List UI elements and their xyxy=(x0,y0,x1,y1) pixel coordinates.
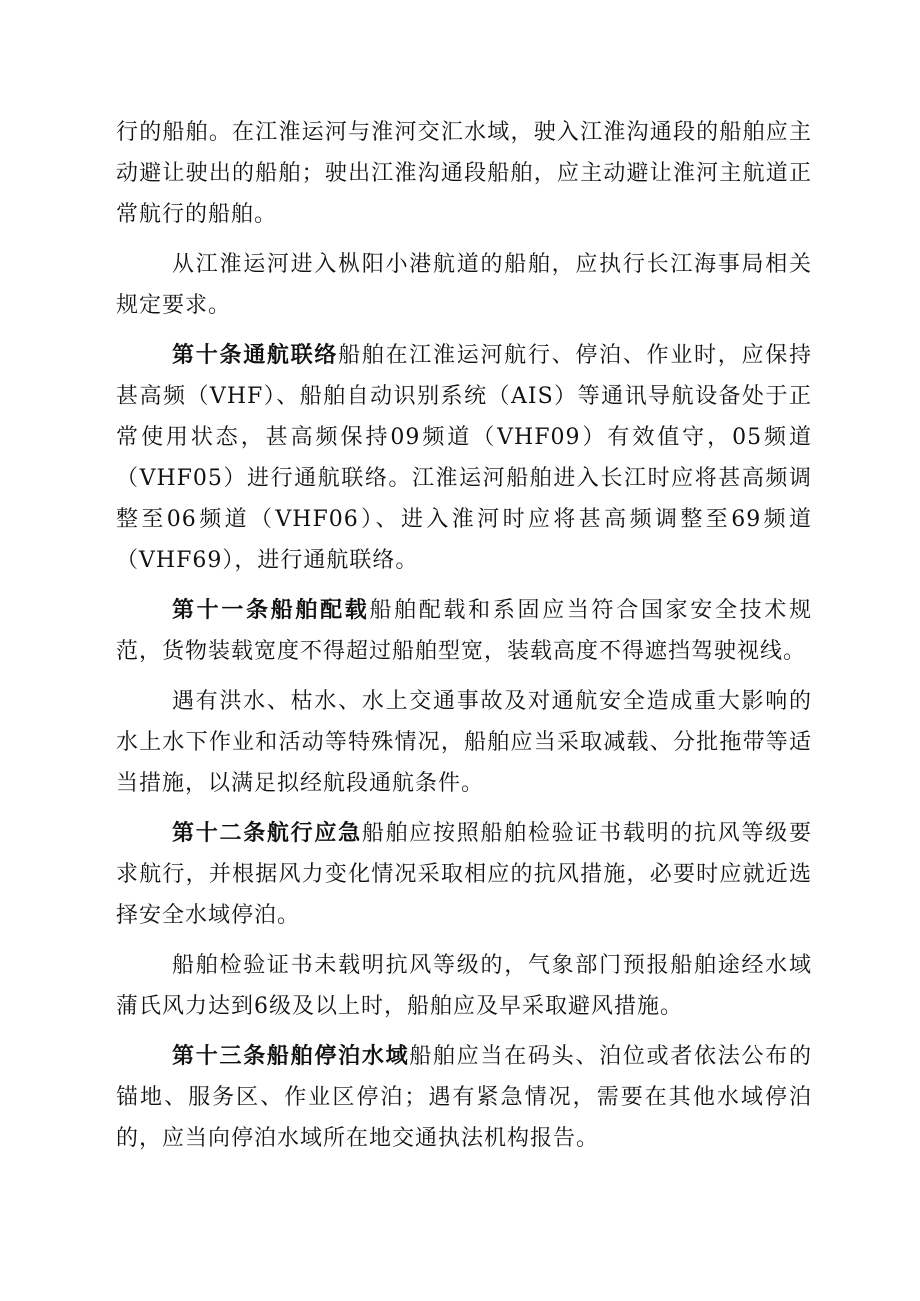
paragraph-body: 船舶应按照船舶检验证书载明的抗风等级要求航行，并根据风力变化情况采取相应的抗风措施，必要时应就近选择安全水域停泊。 xyxy=(116,821,812,928)
paragraph-body: 船舶检验证书未载明抗风等级的，气象部门预报船舶途经水域蒲氏风力达到6级及以上时，船舶应及早采取避风措施。 xyxy=(116,953,812,1019)
paragraph-body: 行的船舶。在江淮运河与淮河交汇水域，驶入江淮沟通段的船舶应主动避让驶出的船舶；驶出江淮沟通段船舶，应主动避让淮河主航道正常航行的船舶。 xyxy=(116,120,812,227)
paragraph-continuation xyxy=(116,112,812,235)
paragraph-body: 船舶应当在码头、泊位或者依法公布的锚地、服务区、作业区停泊；遇有紧急情况，需要在其他水域停泊的，应当向停泊水域所在地交通执法机构报告。 xyxy=(116,1044,812,1151)
paragraph-body: 船舶配载和系固应当符合国家安全技术规范，货物装载宽度不得超过船舶型宽，装载高度不得遮挡驾驶视线。 xyxy=(116,598,812,664)
paragraph-body: 船舶在江淮运河航行、停泊、作业时，应保持甚高频（VHF）、船舶自动识别系统（AIS）等通讯导航设备处于正常使用状态，甚高频保持09频道（VHF09）有效值守，05频道（VHF05）进行通航联络。江淮运河船舶进入长江时应将甚高频调整至06频道（VHF06）、进入淮河时应将甚高频调整至69频道（VHF69），进行通航联络。 xyxy=(116,343,812,573)
article-12 xyxy=(116,813,812,936)
article-heading: 第十三条船舶停泊水域 xyxy=(172,1043,410,1069)
article-heading: 第十条通航联络 xyxy=(172,342,339,368)
document-page xyxy=(116,112,812,1168)
article-12-clause xyxy=(116,945,812,1027)
article-10 xyxy=(116,335,812,581)
article-11 xyxy=(116,590,812,672)
paragraph-body: 遇有洪水、枯水、水上交通事故及对通航安全造成重大影响的水上水下作业和活动等特殊情况，船舶应当采取减载、分批拖带等适当措施，以满足拟经航段通航条件。 xyxy=(116,689,812,796)
article-13 xyxy=(116,1036,812,1159)
paragraph-body: 从江淮运河进入枞阳小港航道的船舶，应执行长江海事局相关规定要求。 xyxy=(116,252,812,318)
paragraph-channel-rule xyxy=(116,244,812,326)
article-heading: 第十二条航行应急 xyxy=(172,820,362,846)
article-11-clause xyxy=(116,681,812,804)
article-heading: 第十一条船舶配载 xyxy=(172,597,370,623)
